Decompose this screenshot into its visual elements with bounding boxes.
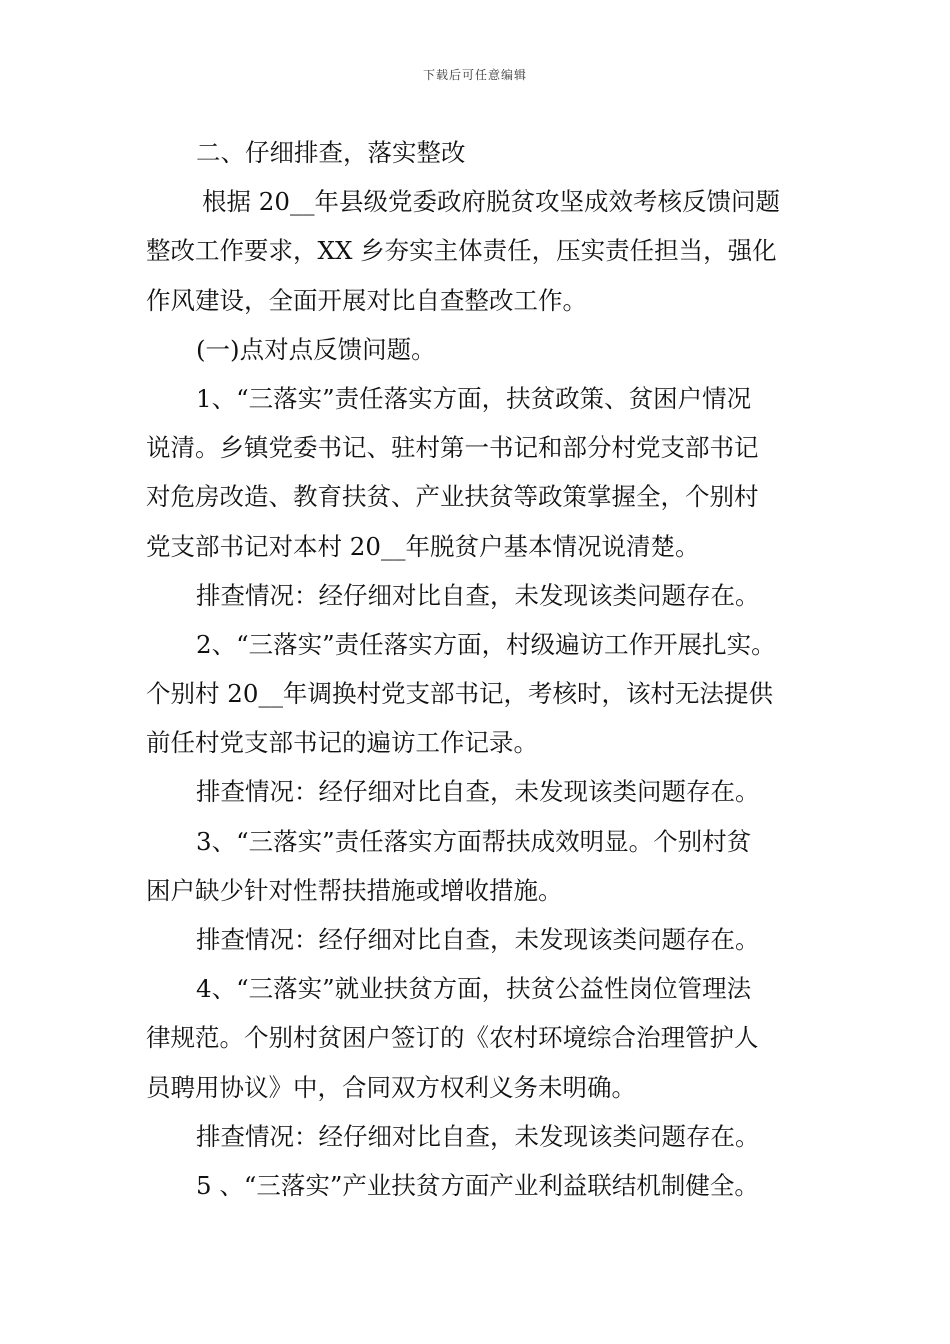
paragraph-line: 个别村 20__年调换村党支部书记，考核时，该村无法提供 bbox=[146, 679, 773, 709]
paragraph-line: 困户缺少针对性帮扶措施或增收措施。 bbox=[146, 875, 563, 905]
subsection-heading: (一)点对点反馈问题。 bbox=[196, 334, 436, 364]
section-heading: 二、仔细排查，落实整改 bbox=[196, 138, 466, 167]
paragraph-line: 说清。乡镇党委书记、驻村第一书记和部分村党支部书记 bbox=[146, 433, 759, 463]
check-result-line: 排查情况：经仔细对比自查，未发现该类问题存在。 bbox=[196, 1121, 760, 1151]
document-body bbox=[146, 128, 826, 1210]
paragraph-line: 对危房改造、教育扶贫、产业扶贫等政策掌握全，个别村 bbox=[146, 482, 759, 512]
paragraph-line: 员聘用协议》中，合同双方权利义务未明确。 bbox=[146, 1072, 636, 1102]
check-result-line: 排查情况：经仔细对比自查，未发现该类问题存在。 bbox=[196, 777, 760, 807]
page-header: 下载后可任意编辑 bbox=[422, 68, 527, 82]
paragraph-line: 作风建设，全面开展对比自查整改工作。 bbox=[146, 285, 587, 315]
paragraph-line: 4、“三落实”就业扶贫方面，扶贫公益性岗位管理法 bbox=[196, 974, 752, 1004]
paragraph-line: 整改工作要求，XX 乡夯实主体责任，压实责任担当，强化 bbox=[146, 236, 777, 266]
check-result-line: 排查情况：经仔细对比自查，未发现该类问题存在。 bbox=[196, 580, 760, 610]
paragraph-line: 1、“三落实”责任落实方面，扶贫政策、贫困户情况 bbox=[196, 383, 752, 413]
paragraph-line: 根据 20__年县级党委政府脱贫攻坚成效考核反馈问题 bbox=[202, 187, 780, 217]
paragraph-line: 前任村党支部书记的遍访工作记录。 bbox=[146, 728, 538, 758]
paragraph-line: 5 、“三落实”产业扶贫方面产业利益联结机制健全。 bbox=[196, 1170, 759, 1200]
paragraph-line: 党支部书记对本村 20__年脱贫户基本情况说清楚。 bbox=[146, 531, 700, 561]
check-result-line: 排查情况：经仔细对比自查，未发现该类问题存在。 bbox=[196, 925, 760, 954]
paragraph-line: 2、“三落实”责任落实方面，村级遍访工作开展扎实。 bbox=[196, 629, 776, 659]
paragraph-line: 律规范。个别村贫困户签订的《农村环境综合治理管护人 bbox=[146, 1023, 759, 1053]
paragraph-line: 3、“三落实”责任落实方面帮扶成效明显。个别村贫 bbox=[196, 826, 752, 856]
